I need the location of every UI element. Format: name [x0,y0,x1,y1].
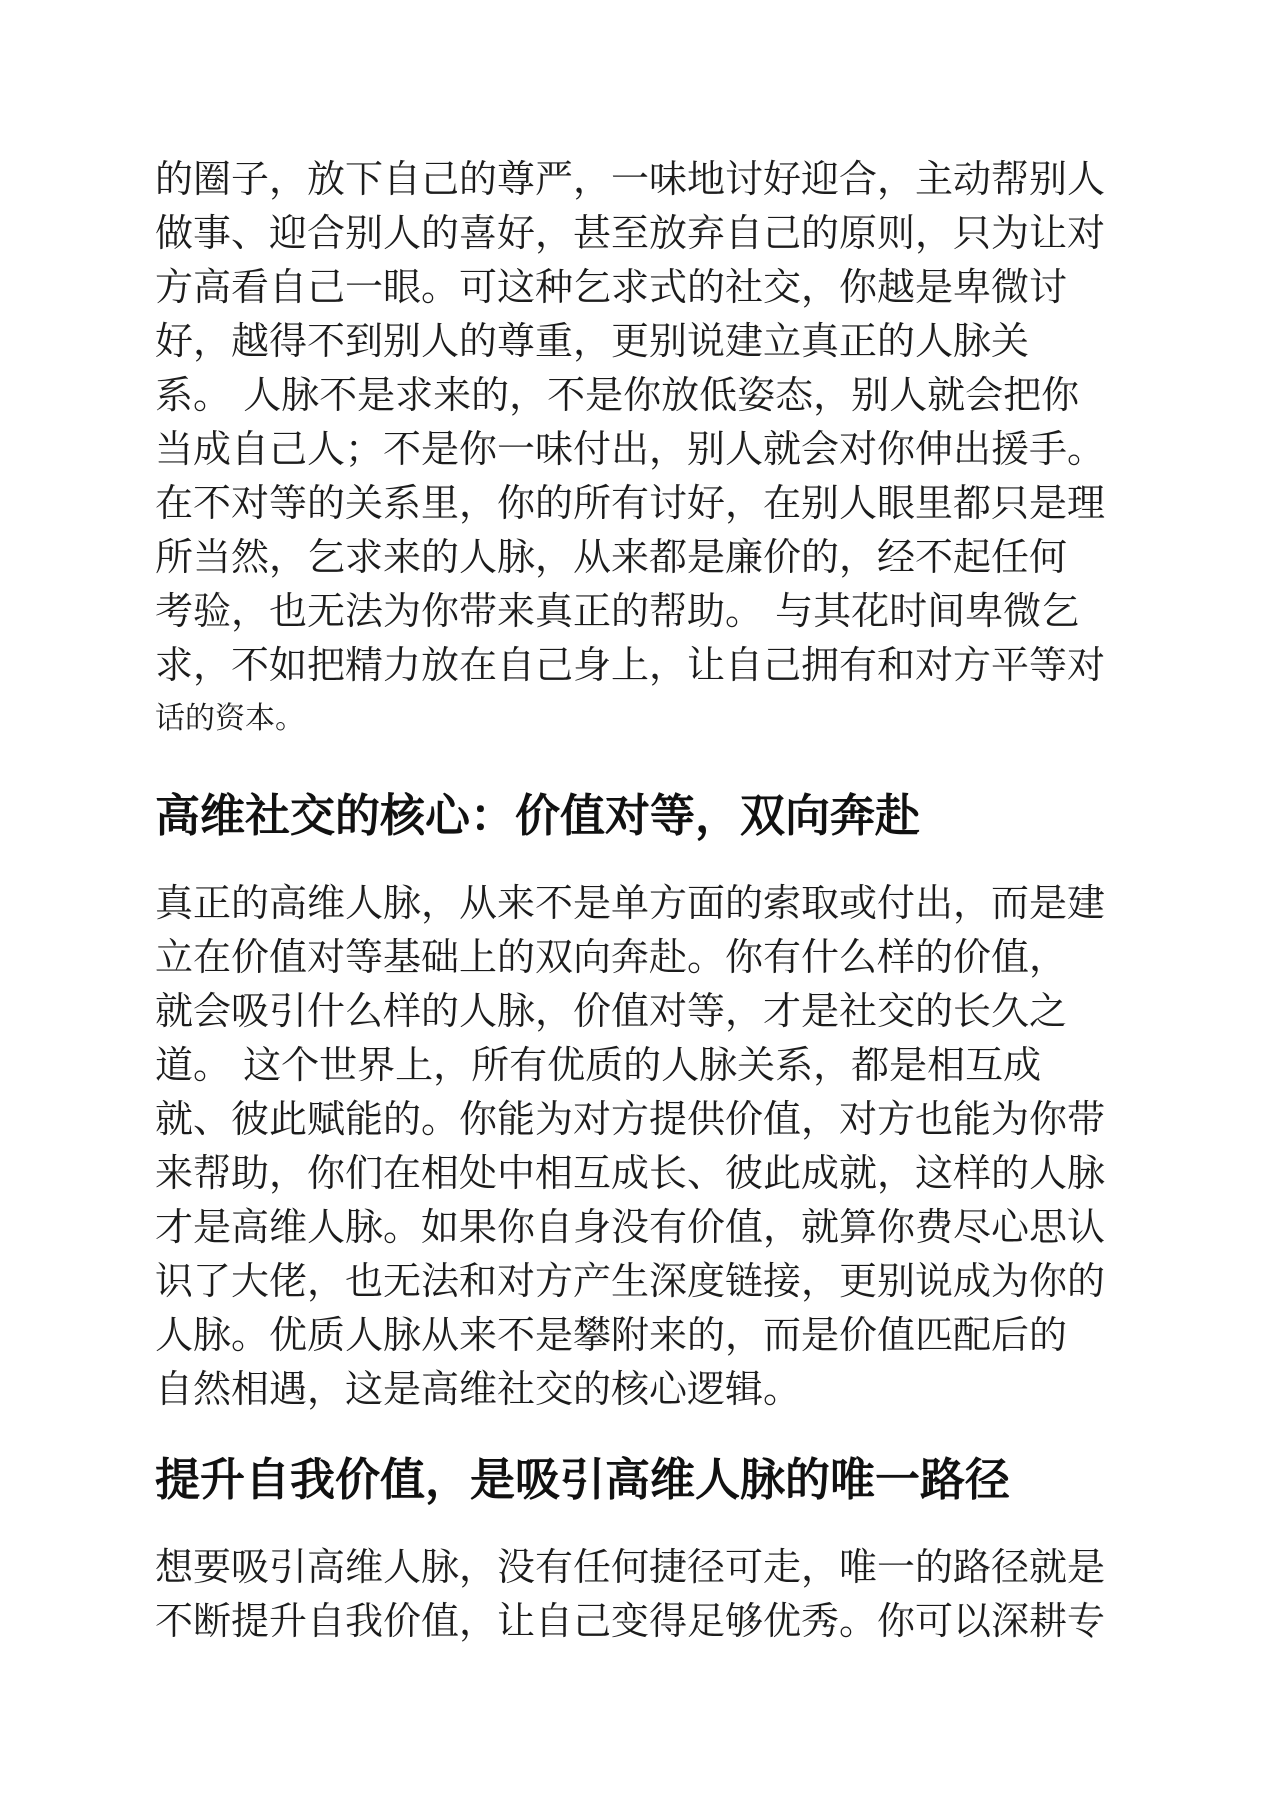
paragraph-line: 好，越得不到别人的尊重，更别说建立真正的人脉关 [155,319,1030,363]
paragraph-line: 系。 人脉不是求来的，不是你放低姿态，别人就会把你 [155,373,1080,417]
paragraph-line: 所当然，乞求来的人脉，从来都是廉价的，经不起任何 [155,535,1068,579]
paragraph-line: 真正的高维人脉，从来不是单方面的索取或付出，而是建 [155,881,1106,925]
paragraph-line: 的圈子，放下自己的尊严，一味地讨好迎合，主动帮别人 [155,157,1106,201]
paragraph-line: 才是高维人脉。如果你自身没有价值，就算你费尽心思认 [155,1205,1106,1249]
paragraph-1 [155,152,1155,746]
paragraph-line: 立在价值对等基础上的双向奔赴。你有什么样的价值， [155,935,1068,979]
paragraph-2 [155,876,1155,1416]
paragraph-line: 话的资本。 [155,701,305,736]
section-heading: 提升自我价值，是吸引高维人脉的唯一路径 [155,1453,1011,1506]
paragraph-line: 当成自己人；不是你一味付出，别人就会对你伸出援手。 [155,427,1106,471]
paragraph-line: 道。 这个世界上，所有优质的人脉关系，都是相互成 [155,1043,1042,1087]
paragraph-line: 人脉。优质人脉从来不是攀附来的，而是价值匹配后的 [155,1313,1068,1357]
paragraph-line: 想要吸引高维人脉，没有任何捷径可走，唯一的路径就是 [155,1545,1106,1589]
paragraph-line: 就会吸引什么样的人脉，价值对等，才是社交的长久之 [155,989,1068,1033]
paragraph-line: 做事、迎合别人的喜好，甚至放弃自己的原则，只为让对 [155,211,1106,255]
paragraph-line: 求，不如把精力放在自己身上，让自己拥有和对方平等对 [155,643,1106,687]
paragraph-line: 在不对等的关系里，你的所有讨好，在别人眼里都只是理 [155,481,1106,525]
paragraph-3 [155,1540,1155,1648]
paragraph-line: 就、彼此赋能的。你能为对方提供价值，对方也能为你带 [155,1097,1106,1141]
paragraph-line: 考验，也无法为你带来真正的帮助。 与其花时间卑微乞 [155,589,1080,633]
paragraph-line: 识了大佬，也无法和对方产生深度链接，更别说成为你的 [155,1259,1106,1303]
section-heading: 高维社交的核心：价值对等，双向奔赴 [155,789,921,842]
paragraph-line: 不断提升自我价值，让自己变得足够优秀。你可以深耕专 [155,1599,1106,1643]
paragraph-line: 方高看自己一眼。可这种乞求式的社交，你越是卑微讨 [155,265,1068,309]
paragraph-line: 来帮助，你们在相处中相互成长、彼此成就，这样的人脉 [155,1151,1106,1195]
article-body [155,152,1155,1648]
paragraph-line: 自然相遇，这是高维社交的核心逻辑。 [155,1367,802,1411]
